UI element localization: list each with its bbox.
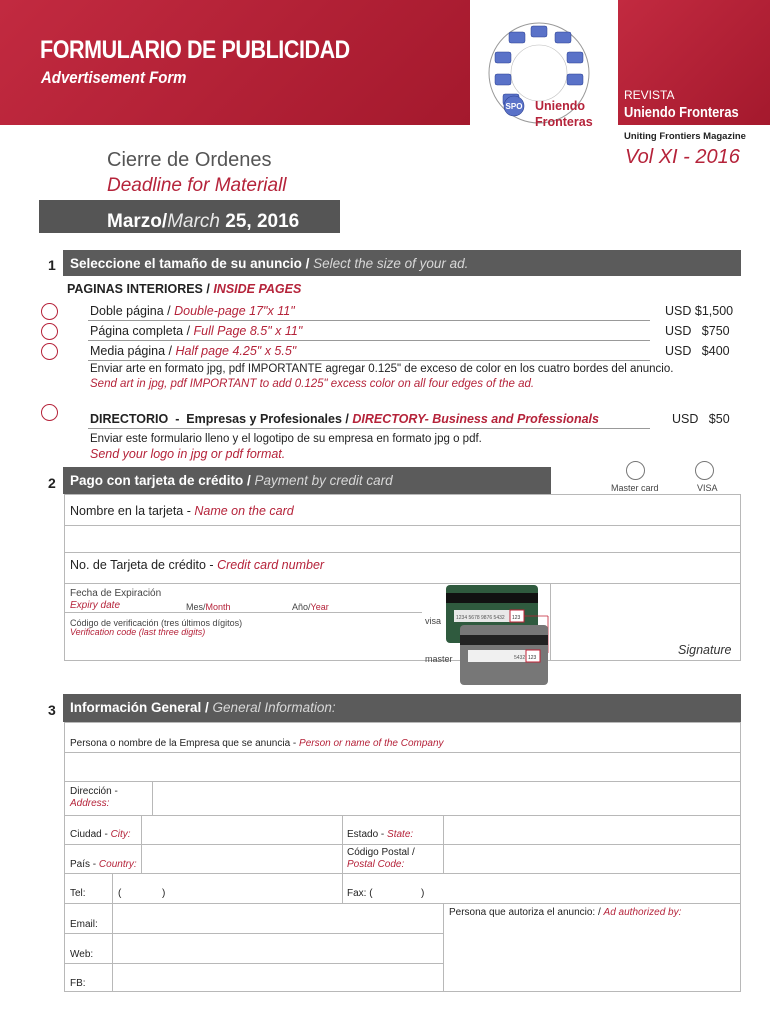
deadline-heading-en: Deadline for Materiall [107,175,287,196]
divider [64,903,741,904]
card-number-label: No. de Tarjeta de crédito - Credit card number [70,558,325,572]
deadline-heading: Cierre de Ordenes [107,149,272,171]
option-half-page-label: Media página / Half page 4.25" x 5.5" [90,344,297,358]
divider [64,933,444,934]
fax-paren-close: ) [421,888,425,899]
web-field[interactable] [114,935,442,962]
divider [64,525,741,526]
form-subtitle: Advertisement Form [41,68,187,87]
authorized-signature-field[interactable] [445,922,739,990]
option-full-page-radio[interactable] [41,323,58,340]
section-1-number: 1 [48,257,56,273]
verification-label-en: Verification code (last three digits) [70,627,206,637]
divider [550,583,551,661]
option-directory-label: DIRECTORIO - Empresas y Profesionales / DIRECTORY- Business and Professionals [90,412,599,426]
fb-label: FB: [70,978,86,989]
city-label: Ciudad - City: [70,829,131,840]
magazine-name: Uniendo Fronteras [624,104,739,121]
divider [88,428,650,429]
visa-radio[interactable] [695,461,714,480]
state-label: Estado - State: [347,829,414,840]
divider [64,612,422,613]
signature-label: Signature [678,643,732,657]
divider [88,340,650,341]
divider [443,903,444,992]
divider [64,583,741,584]
fax-label: Fax: ( [347,888,373,899]
card-cvv-text: 123 [528,655,537,661]
section-3-header: Información General / General Information: [63,694,741,722]
postal-code-field[interactable] [445,846,739,872]
option-half-page-radio[interactable] [41,343,58,360]
section-2-number: 2 [48,475,56,491]
web-label: Web: [70,949,94,960]
verification-label: Código de verificación (tres últimos dígitos) [70,618,243,628]
card-cvv-text: 123 [512,615,521,621]
postal-label: Código Postal / [347,847,415,858]
option-double-page-radio[interactable] [41,303,58,320]
option-full-page-price: USD $750 [665,324,730,338]
divider [342,873,343,903]
deadline-date: Marzo/March 25, 2016 [107,211,300,232]
card-name-label: Nombre en la tarjeta - Name on the card [70,504,294,518]
email-field[interactable] [114,905,442,932]
logo-center-text: SPO [505,102,523,111]
authorized-label: Persona que autoriza el anuncio: / Ad authorized by: [449,907,682,918]
company-field[interactable] [66,753,739,780]
company-label: Persona o nombre de la Empresa que se anuncia - Person or name of the Company [70,738,444,749]
card-digits-text: 1234 5678 9876 5432 [456,615,505,621]
art-note: Enviar arte en formato jpg, pdf IMPORTANTE agregar 0.125" de exceso de color en los cuatro bordes del anuncio. [90,363,674,375]
mastercard-radio[interactable] [626,461,645,480]
logo-text-uniendo: Uniendo [535,99,585,113]
tel-field[interactable] [114,875,341,903]
state-field[interactable] [445,817,739,844]
expiry-date-field[interactable] [66,586,422,612]
inside-pages-heading: PAGINAS INTERIORES / INSIDE PAGES [67,282,302,296]
divider [64,815,741,816]
mastercard-label: Master card [611,483,659,493]
fb-field[interactable] [114,965,442,991]
card-master-caption: master [425,654,453,664]
uniendo-fronteras-logo [487,18,597,138]
option-half-page-price: USD $400 [665,344,730,358]
card-visa-caption: visa [425,616,442,626]
address-label-en: Address: [70,798,110,809]
directory-note-en: Send your logo in jpg or pdf format. [90,447,286,461]
tel-paren-open: ( [118,888,122,899]
year-label: Año/Year [292,602,329,612]
section-1-header: Seleccione el tamaño de su anuncio / Select the size of your ad. [63,250,741,276]
address-label: Dirección - [70,786,118,797]
option-double-page-label: Doble página / Double-page 17"x 11" [90,304,295,318]
form-title: FORMULARIO DE PUBLICIDAD [40,36,350,64]
volume-label: Vol XI - 2016 [625,146,740,168]
card-number-field[interactable] [240,555,739,582]
divider [152,781,153,815]
verification-code-field[interactable] [66,637,422,659]
city-field[interactable] [143,817,341,844]
logo-text-fronteras: Fronteras [535,115,593,129]
option-directory-radio[interactable] [41,404,58,421]
art-note-en: Send art in jpg, pdf IMPORTANT to add 0.125" excess color on all four edges of the ad. [90,378,535,390]
postal-label-en: Postal Code: [347,859,405,870]
credit-card-back-image [440,583,550,688]
divider [88,320,650,321]
visa-label: VISA [697,483,718,493]
expiry-label: Fecha de Expiración [70,588,162,599]
option-full-page-label: Página completa / Full Page 8.5" x 11" [90,324,303,338]
divider [88,360,650,361]
divider [64,552,741,553]
divider [64,844,741,845]
revista-label: REVISTA [624,88,675,102]
tel-paren-close: ) [162,888,166,899]
fax-field[interactable] [380,875,739,903]
month-label: Mes/Month [186,602,231,612]
email-label: Email: [70,919,98,930]
country-field[interactable] [143,846,341,872]
country-label: País - Country: [70,859,137,870]
address-field[interactable] [154,783,739,814]
divider [64,781,741,782]
divider [64,963,444,964]
card-name-field[interactable] [66,527,739,552]
option-directory-price: USD $50 [672,412,730,426]
divider [64,873,741,874]
expiry-label-en: Expiry date [70,600,121,611]
section-2-header: Pago con tarjeta de crédito / Payment by credit card [63,467,551,494]
card-digits-text: 5432 [514,655,526,661]
tel-label: Tel: [70,888,86,899]
option-double-page-price: USD $1,500 [665,304,734,318]
section-3-number: 3 [48,702,56,718]
magazine-tagline: Uniting Frontiers Magazine [624,131,746,142]
directory-note: Enviar este formulario lleno y el logotipo de su empresa en formato jpg o pdf. [90,433,482,445]
